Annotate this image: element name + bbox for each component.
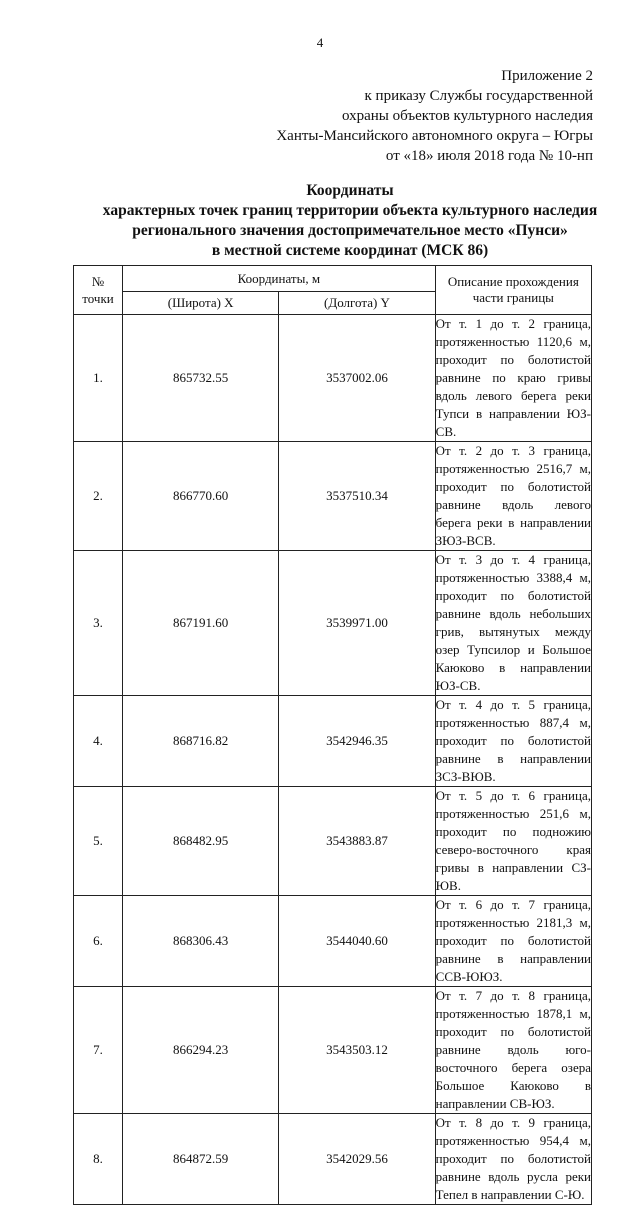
point-number: 5. bbox=[74, 787, 123, 896]
appendix-line-2: к приказу Службы государственной bbox=[364, 88, 593, 104]
appendix-block bbox=[173, 66, 593, 166]
appendix-line-3: охраны объектов культурного наследия bbox=[341, 108, 593, 124]
document-title bbox=[60, 181, 640, 261]
page-number: 4 bbox=[316, 35, 324, 50]
header-coordinates: Координаты, м bbox=[123, 266, 436, 292]
point-number: 2. bbox=[74, 442, 123, 551]
table-row bbox=[74, 551, 592, 696]
coordinate-x: 868306.43 bbox=[123, 896, 279, 987]
header-latitude-x: (Широта) X bbox=[123, 292, 279, 315]
boundary-description: От т. 2 до т. 3 граница, протяженностью 2516,7 м, проходит по болотистой равнине вдоль левого берега реки в направлении ЗЮЗ-ВСВ. bbox=[435, 442, 591, 551]
appendix-line-4: Ханты-Мансийского автономного округа – Югры bbox=[276, 128, 593, 144]
point-number: 6. bbox=[74, 896, 123, 987]
boundary-description: От т. 7 до т. 8 граница, протяженностью 1878,1 м, проходит по болотистой равнине вдоль юго-восточного берега озера Большое Каюково в направлении СВ-ЮЗ. bbox=[435, 987, 591, 1114]
table-row bbox=[74, 987, 592, 1114]
table-row bbox=[74, 315, 592, 442]
coordinate-y: 3543883.87 bbox=[279, 787, 435, 896]
boundary-description: От т. 5 до т. 6 граница, протяженностью 251,6 м, проходит по подножию северо-восточного края гривы в направлении СЗ-ЮВ. bbox=[435, 787, 591, 896]
point-number: 3. bbox=[74, 551, 123, 696]
header-point-number bbox=[74, 266, 123, 315]
boundary-description: От т. 6 до т. 7 граница, протяженностью 2181,3 м, проходит по болотистой равнине в направлении ССВ-ЮЮЗ. bbox=[435, 896, 591, 987]
header-description: Описание прохождения части границы bbox=[435, 266, 591, 315]
title-line-1: Координаты bbox=[306, 182, 394, 199]
coordinate-y: 3543503.12 bbox=[279, 987, 435, 1114]
title-line-4: в местной системе координат (МСК 86) bbox=[211, 242, 489, 259]
header-num-symbol: № bbox=[91, 274, 105, 289]
header-num-label: точки bbox=[82, 291, 114, 306]
boundary-description: От т. 8 до т. 9 граница, протяженностью 954,4 м, проходит по болотистой равнине вдоль русла реки Тепел в направлении С-Ю. bbox=[435, 1114, 591, 1205]
coordinate-y: 3537002.06 bbox=[279, 315, 435, 442]
coordinate-x: 867191.60 bbox=[123, 551, 279, 696]
appendix-line-5: от «18» июля 2018 года № 10-нп bbox=[385, 148, 593, 164]
point-number: 4. bbox=[74, 696, 123, 787]
coordinate-x: 868482.95 bbox=[123, 787, 279, 896]
coordinates-table bbox=[73, 265, 592, 1205]
boundary-description: От т. 3 до т. 4 граница, протяженностью 3388,4 м, проходит по болотистой равнине вдоль небольших грив, вытянутых между озер Тупсилор и Большое Каюково в направлении ЮЗ-СВ. bbox=[435, 551, 591, 696]
table-row bbox=[74, 787, 592, 896]
boundary-description: От т. 1 до т. 2 граница, протяженностью 1120,6 м, проходит по болотистой равнине по краю гривы вдоль левого берега реки Тупси в направлении ЮЗ-СВ. bbox=[435, 315, 591, 442]
appendix-line-1: Приложение 2 bbox=[501, 68, 593, 84]
coordinate-x: 866294.23 bbox=[123, 987, 279, 1114]
coordinate-y: 3537510.34 bbox=[279, 442, 435, 551]
point-number: 7. bbox=[74, 987, 123, 1114]
coordinate-y: 3542946.35 bbox=[279, 696, 435, 787]
point-number: 8. bbox=[74, 1114, 123, 1205]
table-row bbox=[74, 1114, 592, 1205]
coordinate-x: 865732.55 bbox=[123, 315, 279, 442]
boundary-description: От т. 4 до т. 5 граница, протяженностью 887,4 м, проходит по болотистой равнине в направлении ЗСЗ-ВЮВ. bbox=[435, 696, 591, 787]
coordinate-y: 3539971.00 bbox=[279, 551, 435, 696]
coordinate-x: 868716.82 bbox=[123, 696, 279, 787]
point-number: 1. bbox=[74, 315, 123, 442]
coordinate-y: 3542029.56 bbox=[279, 1114, 435, 1205]
header-longitude-y: (Долгота) Y bbox=[279, 292, 435, 315]
coordinate-x: 864872.59 bbox=[123, 1114, 279, 1205]
title-line-2: характерных точек границ территории объекта культурного наследия bbox=[102, 202, 598, 219]
title-line-3: регионального значения достопримечательное место «Пунси» bbox=[132, 222, 568, 239]
table-row bbox=[74, 442, 592, 551]
coordinate-y: 3544040.60 bbox=[279, 896, 435, 987]
coordinate-x: 866770.60 bbox=[123, 442, 279, 551]
table-row bbox=[74, 896, 592, 987]
table-row bbox=[74, 696, 592, 787]
